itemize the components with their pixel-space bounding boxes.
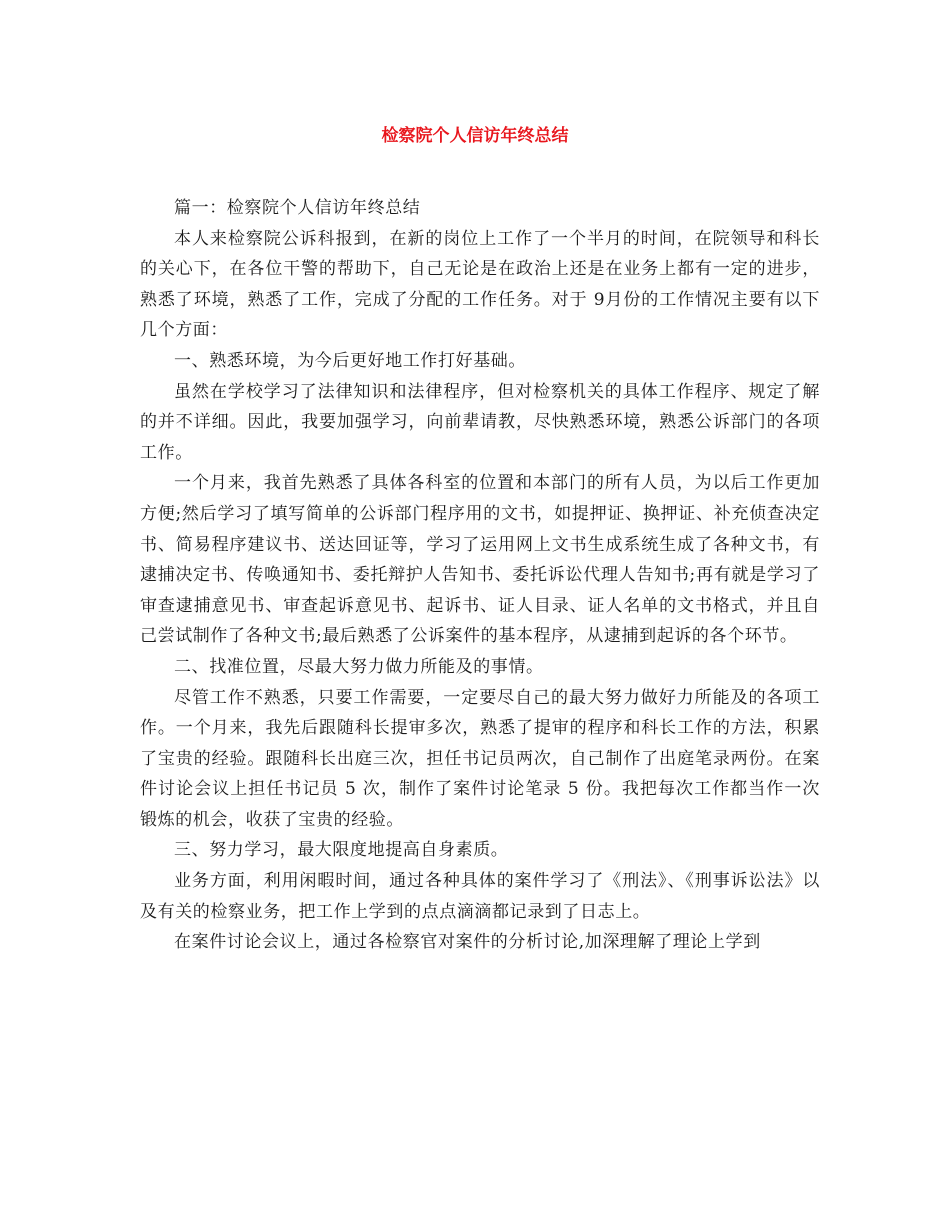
paragraph-section-1-b: 一个月来，我首先熟悉了具体各科室的位置和本部门的所有人员，为以后工作更加方便;然后学习了填写简单的公诉部门程序用的文书，如提押证、换押证、补充侦查决定书、简易程序建议书、送达回证等，学习了运用网上文书生成系统生成了各种文书，有逮捕决定书、传唤通知书、委托辩护人告知书、委托诉讼代理人告知书;再有就是学习了审查逮捕意见书、审查起诉意见书、起诉书、证人目录、证人名单的文书格式，并且自己尝试制作了各种文书;最后熟悉了公诉案件的基本程序，从逮捕到起诉的各个环节。: [140, 473, 820, 647]
paragraph-section-1-a: 虽然在学校学习了法律知识和法律程序，但对检察机关的具体工作程序、规定了解的并不详细。因此，我要加强学习，向前辈请教，尽快熟悉环境，熟悉公诉部门的各项工作。: [140, 381, 820, 463]
document-body: [140, 193, 820, 958]
paragraph-section-3-a: 业务方面，利用闲暇时间，通过各种具体的案件学习了《刑法》、《刑事诉讼法》以及有关的检察业务，把工作上学到的点点滴滴都记录到了日志上。: [140, 871, 820, 922]
paragraph-section-2: 尽管工作不熟悉，只要工作需要，一定要尽自己的最大努力做好力所能及的各项工作。一个月来，我先后跟随科长提审多次，熟悉了提审的程序和科长工作的方法，积累了宝贵的经验。跟随科长出庭三次，担任书记员两次，自己制作了出庭笔录两份。在案件讨论会议上担任书记员 5 次，制作了案件讨论笔录 5 份。我把每次工作都当作一次锻炼的机会，收获了宝贵的经验。: [140, 687, 820, 830]
paragraph-section-3-b: 在案件讨论会议上，通过各检察官对案件的分析讨论,加深理解了理论上学到: [174, 932, 761, 953]
section-subtitle: 篇一：检察院个人信访年终总结: [174, 198, 421, 218]
heading-section-1: 一、熟悉环境，为今后更好地工作打好基础。: [174, 350, 526, 371]
heading-section-3: 三、努力学习，最大限度地提高自身素质。: [174, 840, 509, 861]
document-title: 检察院个人信访年终总结: [381, 126, 569, 146]
paragraph-intro: 本人来检察院公诉科报到，在新的岗位上工作了一个半月的时间，在院领导和科长的关心下，在各位干警的帮助下，自己无论是在政治上还是在业务上都有一定的进步，熟悉了环境，熟悉了工作，完成了分配的工作任务。对于 9月份的工作情况主要有以下几个方面：: [140, 228, 820, 341]
heading-section-2: 二、找准位置，尽最大努力做力所能及的事情。: [174, 656, 544, 677]
